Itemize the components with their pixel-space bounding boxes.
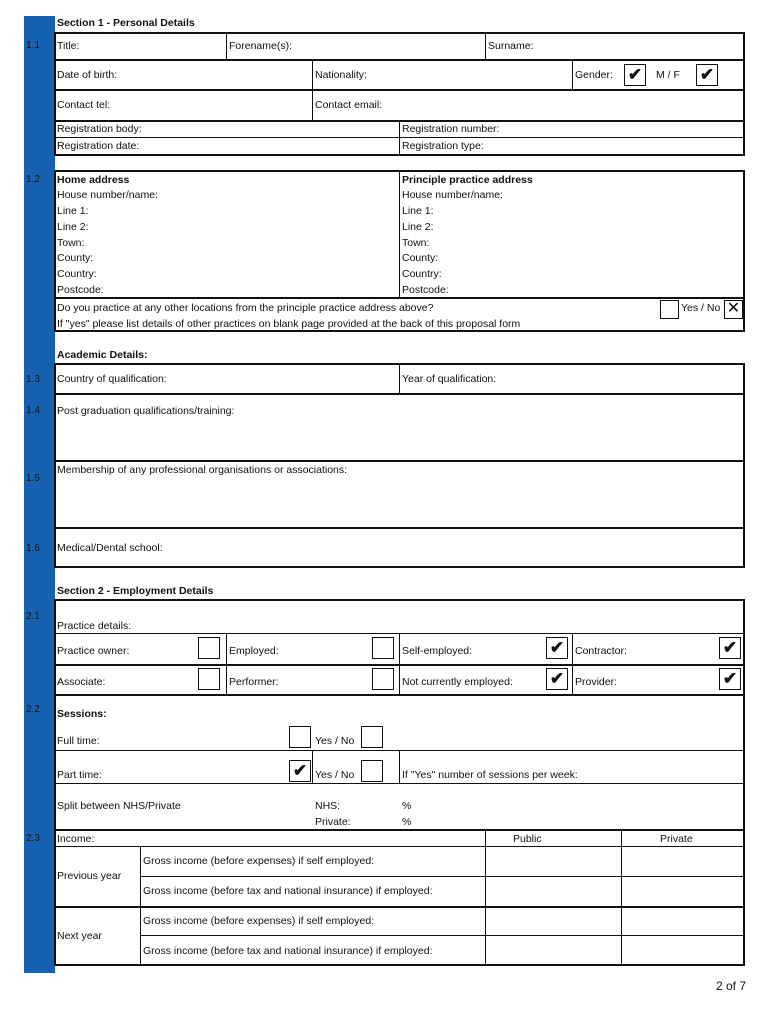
nhs-label: NHS: [315, 800, 341, 812]
practice-house-field-label[interactable]: House number/name: [402, 189, 503, 201]
next-gross-employed-label: Gross income (before tax and national insurance) if employed: [143, 945, 433, 957]
not-employed-checkbox[interactable]: ✔ [546, 668, 568, 690]
previous-year-label: Previous year [57, 870, 122, 882]
employed-label: Employed: [229, 645, 279, 657]
split-label: Split between NHS/Private [57, 800, 181, 812]
practice-postcode-field-label[interactable]: Postcode: [402, 284, 449, 296]
not-employed-label: Not currently employed: [402, 676, 513, 688]
reg-body-field-label[interactable]: Registration body: [57, 123, 142, 135]
sessions-heading: Sessions: [57, 708, 107, 720]
practice-owner-label: Practice owner: [57, 645, 130, 657]
part-time-label: Part time: [57, 769, 102, 781]
practice-country-field-label[interactable]: Country: [402, 268, 442, 280]
reg-date-field-label[interactable]: Registration date: [57, 140, 140, 152]
section-side-bar [24, 16, 55, 973]
contact-tel-field-label[interactable]: Contact tel: [57, 99, 111, 111]
surname-field-label[interactable]: Surname: [488, 40, 534, 52]
income-prev-emp-public-cell[interactable] [486, 877, 621, 906]
home-town-field-label[interactable]: Town: [57, 237, 85, 249]
section2-title: Section 2 - Employment Details [57, 585, 214, 597]
other-locations-yes-no-label: Yes / No [681, 302, 721, 314]
nhs-percent[interactable]: % [402, 800, 412, 812]
performer-checkbox[interactable] [372, 668, 394, 690]
other-locations-note: If "yes" please list details of other practices on blank page provided at the back of this proposal form [57, 318, 521, 330]
post-grad-field-label[interactable]: Post graduation qualifications/training: [57, 405, 235, 417]
item-number-1-4: 1.4 [26, 405, 40, 416]
next-gross-self-label: Gross income (before expenses) if self employed: [143, 915, 375, 927]
reg-type-field-label[interactable]: Registration type: [402, 140, 484, 152]
academic-heading: Academic Details: [57, 349, 148, 361]
income-label: Income: [57, 833, 95, 845]
home-postcode-field-label[interactable]: Postcode: [57, 284, 104, 296]
gender-label: Gender: [575, 69, 613, 81]
home-line1-field-label[interactable]: Line 1: [57, 205, 89, 217]
item-number-1-6: 1.6 [26, 543, 40, 554]
income-public-header: Public [513, 833, 542, 845]
full-time-label: Full time: [57, 735, 100, 747]
home-address-heading: Home address [57, 174, 130, 186]
item-number-1-1: 1.1 [26, 40, 40, 51]
income-next-self-private-cell[interactable] [622, 908, 743, 935]
provider-label: Provider: [575, 676, 618, 688]
provider-checkbox[interactable]: ✔ [719, 668, 741, 690]
item-number-2-1: 2.1 [26, 611, 40, 622]
title-field-label[interactable]: Title: [57, 40, 80, 52]
part-time-yes-no-label: Yes / No [315, 769, 355, 781]
next-year-label: Next year [57, 930, 102, 942]
dob-field-label[interactable]: Date of birth: [57, 69, 118, 81]
full-time-no-checkbox[interactable] [361, 726, 383, 748]
income-next-emp-private-cell[interactable] [622, 936, 743, 964]
forenames-field-label[interactable]: Forename(s): [229, 40, 293, 52]
home-house-field-label[interactable]: House number/name: [57, 189, 158, 201]
full-time-yes-no-label: Yes / No [315, 735, 355, 747]
practice-line2-field-label[interactable]: Line 2: [402, 221, 434, 233]
self-employed-checkbox[interactable]: ✔ [546, 637, 568, 659]
home-line2-field-label[interactable]: Line 2: [57, 221, 89, 233]
item-number-2-2: 2.2 [26, 704, 40, 715]
associate-label: Associate: [57, 676, 106, 688]
other-locations-no-checkbox[interactable]: ✕ [724, 300, 743, 319]
gender-m-checkbox[interactable]: ✔ [624, 64, 646, 86]
gender-mf-label: M / F [656, 69, 680, 81]
income-private-header: Private [660, 833, 693, 845]
contractor-checkbox[interactable]: ✔ [719, 637, 741, 659]
item-number-1-5: 1.5 [26, 473, 40, 484]
self-employed-label: Self-employed: [402, 645, 473, 657]
item-number-1-3: 1.3 [26, 374, 40, 385]
country-qual-field-label[interactable]: Country of qualification: [57, 373, 167, 385]
home-country-field-label[interactable]: Country: [57, 268, 97, 280]
income-prev-self-private-cell[interactable] [622, 847, 743, 876]
school-field-label[interactable]: Medical/Dental school: [57, 542, 163, 554]
private-percent[interactable]: % [402, 816, 412, 828]
practice-county-field-label[interactable]: County: [402, 252, 439, 264]
practice-details-label: Practice details: [57, 620, 132, 632]
reg-number-field-label[interactable]: Registration number: [402, 123, 500, 135]
practice-address-heading: Principle practice address [402, 174, 533, 186]
contact-email-field-label[interactable]: Contact email: [315, 99, 383, 111]
section1-title: Section 1 - Personal Details [57, 17, 195, 29]
page-number: 2 of 7 [715, 979, 746, 993]
practice-line1-field-label[interactable]: Line 1: [402, 205, 434, 217]
other-locations-question: Do you practice at any other locations from the principle practice address above? [57, 302, 434, 314]
gender-f-checkbox[interactable]: ✔ [696, 64, 718, 86]
practice-owner-checkbox[interactable] [198, 637, 220, 659]
nationality-field-label[interactable]: Nationality: [315, 69, 367, 81]
prev-gross-employed-label: Gross income (before tax and national insurance) if employed: [143, 885, 433, 897]
performer-label: Performer: [229, 676, 279, 688]
membership-field-label[interactable]: Membership of any professional organisations or associations: [57, 464, 348, 476]
home-county-field-label[interactable]: County: [57, 252, 94, 264]
income-prev-emp-private-cell[interactable] [622, 877, 743, 906]
year-qual-field-label[interactable]: Year of qualification: [402, 373, 497, 385]
item-number-1-2: 1.2 [26, 174, 40, 185]
income-prev-self-public-cell[interactable] [486, 847, 621, 876]
income-next-emp-public-cell[interactable] [486, 936, 621, 964]
income-next-self-public-cell[interactable] [486, 908, 621, 935]
associate-checkbox[interactable] [198, 668, 220, 690]
prev-gross-self-label: Gross income (before expenses) if self employed: [143, 855, 375, 867]
part-time-yes-checkbox[interactable]: ✔ [289, 760, 311, 782]
other-locations-yes-checkbox[interactable] [660, 300, 679, 319]
contractor-label: Contractor: [575, 645, 627, 657]
sessions-per-week-label[interactable]: If "Yes" number of sessions per week: [402, 769, 578, 781]
part-time-no-checkbox[interactable] [361, 760, 383, 782]
employed-checkbox[interactable] [372, 637, 394, 659]
practice-town-field-label[interactable]: Town: [402, 237, 430, 249]
private-split-label: Private: [315, 816, 351, 828]
item-number-2-3: 2.3 [26, 833, 40, 844]
full-time-yes-checkbox[interactable] [289, 726, 311, 748]
